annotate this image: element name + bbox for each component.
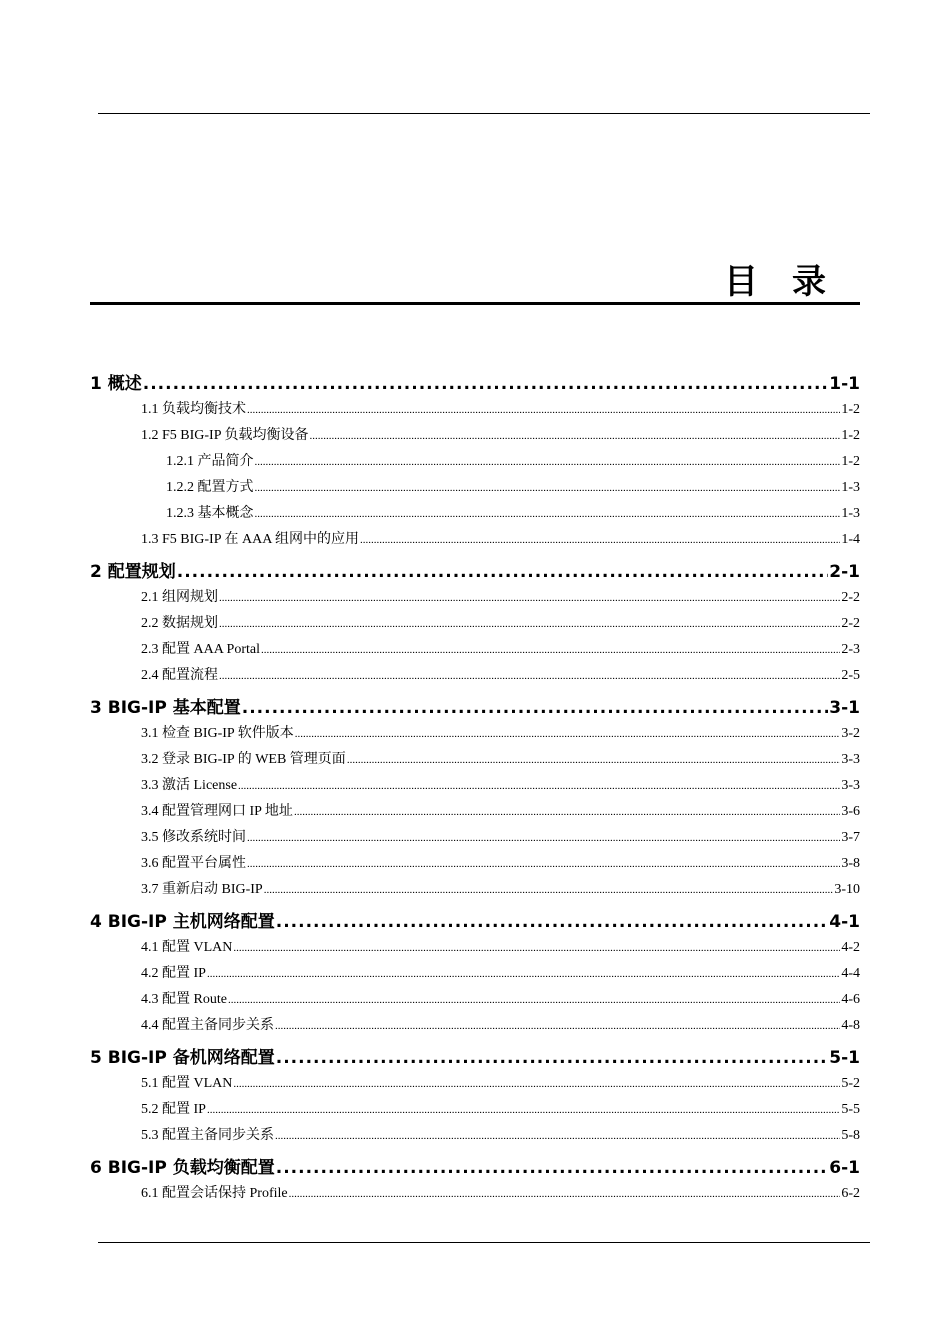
toc-page-number: 5-8 [841,1128,860,1143]
toc-section-entry[interactable] [90,1181,860,1207]
toc-section-entry[interactable] [90,663,860,689]
toc-entry-label: 3 BIG-IP 基本配置 [90,698,241,718]
toc-page-number: 1-3 [841,506,860,521]
dot-leader [295,721,841,747]
toc-page-number: 5-2 [841,1076,860,1091]
dot-leader [275,1013,840,1039]
toc-page-number: 4-1 [829,912,860,932]
toc-section-entry[interactable] [90,987,860,1013]
toc-entry-label: 4.3 配置 Route [141,992,227,1007]
toc-entry-label: 6 BIG-IP 负载均衡配置 [90,1158,275,1178]
toc-page-number: 1-2 [841,428,860,443]
toc-entry-label: 3.3 激活 License [141,778,238,793]
toc-entry-label: 4.1 配置 VLAN [141,940,233,955]
toc-chapter-entry[interactable] [90,371,860,397]
toc-page-number: 2-5 [841,668,860,683]
toc-entry-label: 1.2.2 配置方式 [166,480,254,495]
dot-leader [294,799,840,825]
toc-page-number: 1-3 [841,480,860,495]
dot-leader [207,1097,840,1123]
toc-entry-label: 1.2.3 基本概念 [166,506,254,521]
dot-leader [247,825,840,851]
toc-entry-label: 4.2 配置 IP [141,966,206,981]
toc-entry-label: 2 配置规划 [90,562,176,582]
dot-leader [289,1181,841,1207]
toc-page-number: 2-1 [829,562,860,582]
toc-entry-label: 3.7 重新启动 BIG-IP [141,882,263,897]
toc-page-number: 2-2 [841,616,860,631]
toc-entry-label: 3.5 修改系统时间 [141,830,246,845]
dot-leader [261,637,840,663]
toc-entry-label: 1.1 负载均衡技术 [141,402,246,417]
dot-leader [264,877,834,903]
toc-page-number: 3-7 [841,830,860,845]
toc-section-entry[interactable] [90,449,860,475]
toc-entry-label: 4 BIG-IP 主机网络配置 [90,912,275,932]
toc-chapter-entry[interactable] [90,1155,860,1181]
dot-leader [310,423,841,449]
toc-section-entry[interactable] [90,611,860,637]
toc-page-number: 3-1 [829,698,860,718]
toc-chapter-entry[interactable] [90,559,860,585]
dot-leader [247,851,840,877]
toc-section-entry[interactable] [90,1071,860,1097]
toc-page-number: 1-1 [829,374,860,394]
dot-leader [275,1123,840,1149]
toc-page-number: 4-6 [841,992,860,1007]
toc-entry-label: 1.3 F5 BIG-IP 在 AAA 组网中的应用 [141,532,360,547]
toc-entry-label: 1.2 F5 BIG-IP 负载均衡设备 [141,428,309,443]
toc-section-entry[interactable] [90,1013,860,1039]
toc-section-entry[interactable] [90,501,860,527]
toc-entry-label: 2.2 数据规划 [141,616,218,631]
toc-page-number: 4-8 [841,1018,860,1033]
dot-leader [219,611,840,637]
toc-page-number: 3-8 [841,856,860,871]
dot-leader [276,909,829,935]
toc-entry-label: 1.2.1 产品简介 [166,454,254,469]
dot-leader [360,527,840,553]
dot-leader [247,397,840,423]
toc-section-entry[interactable] [90,585,860,611]
footer-rule [98,1242,870,1243]
toc-chapter-entry[interactable] [90,909,860,935]
toc-section-entry[interactable] [90,825,860,851]
toc-page-number: 3-10 [834,882,860,897]
dot-leader [143,371,829,397]
dot-leader [219,585,840,611]
toc-section-entry[interactable] [90,961,860,987]
toc-page-number: 1-4 [841,532,860,547]
page-title: 目录 [724,262,860,302]
toc-entry-label: 5.2 配置 IP [141,1102,206,1117]
toc-section-entry[interactable] [90,773,860,799]
toc-chapter-entry[interactable] [90,1045,860,1071]
toc-section-entry[interactable] [90,1123,860,1149]
toc-entry-label: 3.2 登录 BIG-IP 的 WEB 管理页面 [141,752,346,767]
toc-entry-label: 3.6 配置平台属性 [141,856,246,871]
toc-section-entry[interactable] [90,475,860,501]
dot-leader [233,935,840,961]
dot-leader [238,773,840,799]
dot-leader [219,663,840,689]
toc-section-entry[interactable] [90,423,860,449]
toc-page-number: 5-5 [841,1102,860,1117]
toc-entry-label: 2.3 配置 AAA Portal [141,642,260,657]
toc-entry-label: 5 BIG-IP 备机网络配置 [90,1048,275,1068]
toc-page-number: 3-3 [841,752,860,767]
toc-entry-label: 2.1 组网规划 [141,590,218,605]
dot-leader [242,695,829,721]
toc-page-number: 2-3 [841,642,860,657]
dot-leader [255,449,841,475]
toc-section-entry[interactable] [90,799,860,825]
toc-page-number: 6-1 [829,1158,860,1178]
toc-entry-label: 1 概述 [90,374,142,394]
dot-leader [276,1045,829,1071]
toc-page-number: 3-6 [841,804,860,819]
dot-leader [276,1155,829,1181]
toc-section-entry[interactable] [90,747,860,773]
toc-page-number: 1-2 [841,402,860,417]
toc-entry-label: 5.1 配置 VLAN [141,1076,233,1091]
toc-section-entry[interactable] [90,935,860,961]
toc-page-number: 4-2 [841,940,860,955]
toc-section-entry[interactable] [90,637,860,663]
title-underline [90,302,860,305]
toc-section-entry[interactable] [90,527,860,553]
toc-entry-label: 4.4 配置主备同步关系 [141,1018,274,1033]
table-of-contents [90,365,860,1207]
toc-page-number: 3-2 [841,726,860,741]
toc-page-number: 6-2 [841,1186,860,1201]
toc-page-number: 1-2 [841,454,860,469]
dot-leader [177,559,829,585]
toc-section-entry[interactable] [90,851,860,877]
header-rule [98,113,870,114]
toc-page-number: 5-1 [829,1048,860,1068]
toc-entry-label: 3.1 检查 BIG-IP 软件版本 [141,726,294,741]
dot-leader [228,987,840,1013]
dot-leader [207,961,840,987]
dot-leader [233,1071,840,1097]
toc-section-entry[interactable] [90,877,860,903]
toc-section-entry[interactable] [90,397,860,423]
toc-entry-label: 5.3 配置主备同步关系 [141,1128,274,1143]
toc-chapter-entry[interactable] [90,695,860,721]
dot-leader [347,747,841,773]
toc-page-number: 4-4 [841,966,860,981]
dot-leader [255,501,841,527]
toc-page-number: 3-3 [841,778,860,793]
toc-section-entry[interactable] [90,1097,860,1123]
toc-entry-label: 6.1 配置会话保持 Profile [141,1186,288,1201]
dot-leader [255,475,841,501]
toc-section-entry[interactable] [90,721,860,747]
toc-page-number: 2-2 [841,590,860,605]
toc-entry-label: 2.4 配置流程 [141,668,218,683]
toc-entry-label: 3.4 配置管理网口 IP 地址 [141,804,293,819]
